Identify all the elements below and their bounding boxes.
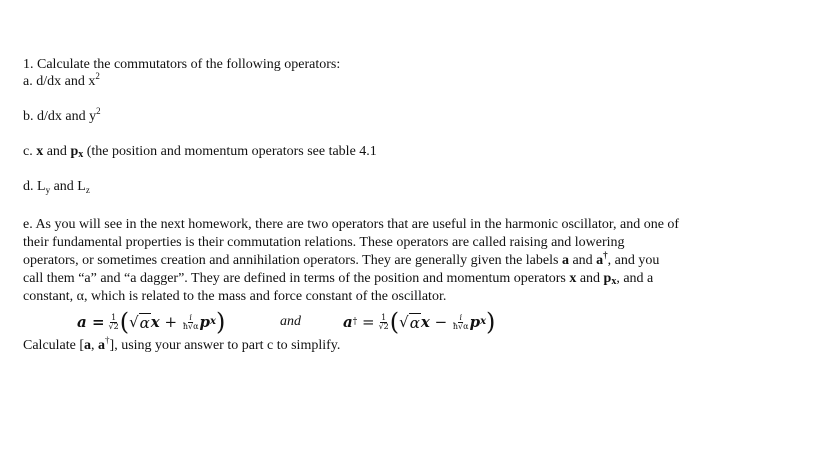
- part-a-text: a. d/dx and x: [23, 74, 96, 89]
- part-d: [23, 178, 783, 195]
- fraction-numerator: 1: [111, 312, 117, 322]
- part-e-line-4-end: , and a: [616, 271, 654, 286]
- alpha-under-root: α: [139, 313, 150, 332]
- right-paren: ): [215, 308, 226, 336]
- part-c: [23, 143, 783, 160]
- sqrt-symbol: √: [399, 313, 409, 331]
- part-c-prefix: c.: [23, 144, 37, 159]
- part-c-rest: (the position and momentum operators see table 4.1: [83, 144, 377, 159]
- label-a-dagger: [596, 250, 608, 268]
- equals-sign: =: [357, 313, 375, 331]
- final-a: a: [84, 338, 92, 353]
- left-paren: (: [389, 308, 400, 336]
- label-a: a: [561, 253, 569, 268]
- final-comma: ,: [91, 338, 99, 353]
- operator-px-subscript: x: [611, 276, 617, 287]
- fraction-denominator: ħ√α: [452, 321, 469, 331]
- final-a-dagger: a: [98, 338, 106, 353]
- part-e-line-3: [23, 252, 783, 270]
- part-d-sub-z: z: [85, 185, 90, 195]
- part-e-line-3-end: , and you: [607, 253, 660, 268]
- label-a-dagger-letter: a: [596, 253, 604, 268]
- final-text-start: Calculate [: [23, 338, 85, 353]
- part-e-line-4: [23, 270, 783, 288]
- formula-p: p: [199, 313, 210, 331]
- formula-x: x: [420, 313, 430, 331]
- final-instruction: [23, 337, 783, 355]
- part-e-line-5-text: constant, α, which is related to the mass and force constant of the oscillator.: [23, 289, 447, 304]
- formula-adag-lhs: a: [343, 313, 353, 331]
- part-e-line-1-text: e. As you will see in the next homework, there are two operators that are useful in the harmonic oscillator, and one of: [23, 217, 680, 232]
- operator-px-letter: p: [603, 271, 612, 286]
- fraction-numerator: i: [189, 312, 192, 322]
- minus-sign: −: [429, 313, 452, 331]
- question-title: [23, 56, 783, 73]
- label-dagger-symbol: †: [603, 250, 608, 260]
- formula-x: x: [150, 313, 160, 331]
- part-a: [23, 73, 783, 90]
- operator-x: x: [569, 271, 577, 286]
- fraction-i-over-hbar: [453, 314, 469, 331]
- part-e-line-4-and: and: [576, 271, 604, 286]
- and-connector: [280, 307, 301, 337]
- formula-a: a = $\frac{1}{√2}$ ( √ α x + $\frac{i}{ħ√\alpha}$ p x ): [77, 308, 226, 336]
- fraction-numerator: 1: [381, 312, 387, 322]
- formula-p: p: [469, 313, 481, 331]
- operator-definitions: [23, 307, 783, 337]
- part-e-line-2-text: their fundamental properties is their commutation relations. These operators are called raising and lowering: [23, 235, 625, 250]
- formula-a-lhs: a =: [77, 313, 105, 331]
- fraction-one-over-root-two: [109, 314, 119, 331]
- part-d-sub-y: y: [45, 185, 51, 195]
- sqrt-symbol: √: [129, 313, 139, 331]
- plus-sign: +: [159, 313, 182, 331]
- fraction-one-over-root-two: [379, 314, 389, 331]
- part-e-line-1: [23, 216, 783, 234]
- left-paren: (: [119, 308, 130, 336]
- and-word: and: [280, 314, 301, 329]
- formula-a-dagger: a † = $\frac{1}{√2}$ ( √ α x − $\frac{i}{ħ√\alpha}$ p x ): [343, 308, 496, 336]
- part-b: [23, 108, 783, 125]
- fraction-denominator: √2: [378, 321, 389, 331]
- part-d-and: and L: [50, 179, 86, 194]
- part-a-exponent: 2: [95, 71, 100, 81]
- part-c-x-operator: x: [36, 144, 44, 159]
- alpha-under-root: α: [409, 313, 420, 332]
- part-c-and: and: [43, 144, 71, 159]
- part-e-line-3-text: operators, or sometimes creation and annihilation operators. They are generally given the labels: [23, 253, 562, 268]
- part-b-exponent: 2: [96, 106, 101, 116]
- part-c-p-operator: [70, 144, 83, 159]
- fraction-denominator: √2: [108, 321, 119, 331]
- part-e: [23, 216, 783, 355]
- part-e-line-5: [23, 288, 783, 306]
- part-c-p-letter: p: [70, 144, 79, 159]
- final-text-end: ], using your answer to part c to simplify.: [109, 338, 341, 353]
- part-e-line-4-text: call them “a” and “a dagger”. They are defined in terms of the position and momentum operators: [23, 271, 570, 286]
- part-d-prefix: d. L: [23, 179, 46, 194]
- question-title-text: 1. Calculate the commutators of the following operators:: [23, 57, 341, 72]
- final-dagger-symbol: †: [105, 335, 110, 345]
- part-c-p-subscript: x: [78, 149, 84, 160]
- fraction-i-over-hbar: [183, 314, 199, 331]
- operator-px: [604, 271, 617, 286]
- part-b-text: b. d/dx and y: [23, 109, 97, 124]
- fraction-numerator: i: [459, 312, 463, 322]
- right-paren: ): [486, 308, 496, 336]
- part-e-line-2: [23, 234, 783, 252]
- fraction-denominator: ħ√α: [182, 321, 199, 331]
- part-e-line-3-and: and: [568, 253, 597, 268]
- homework-document: [23, 56, 783, 355]
